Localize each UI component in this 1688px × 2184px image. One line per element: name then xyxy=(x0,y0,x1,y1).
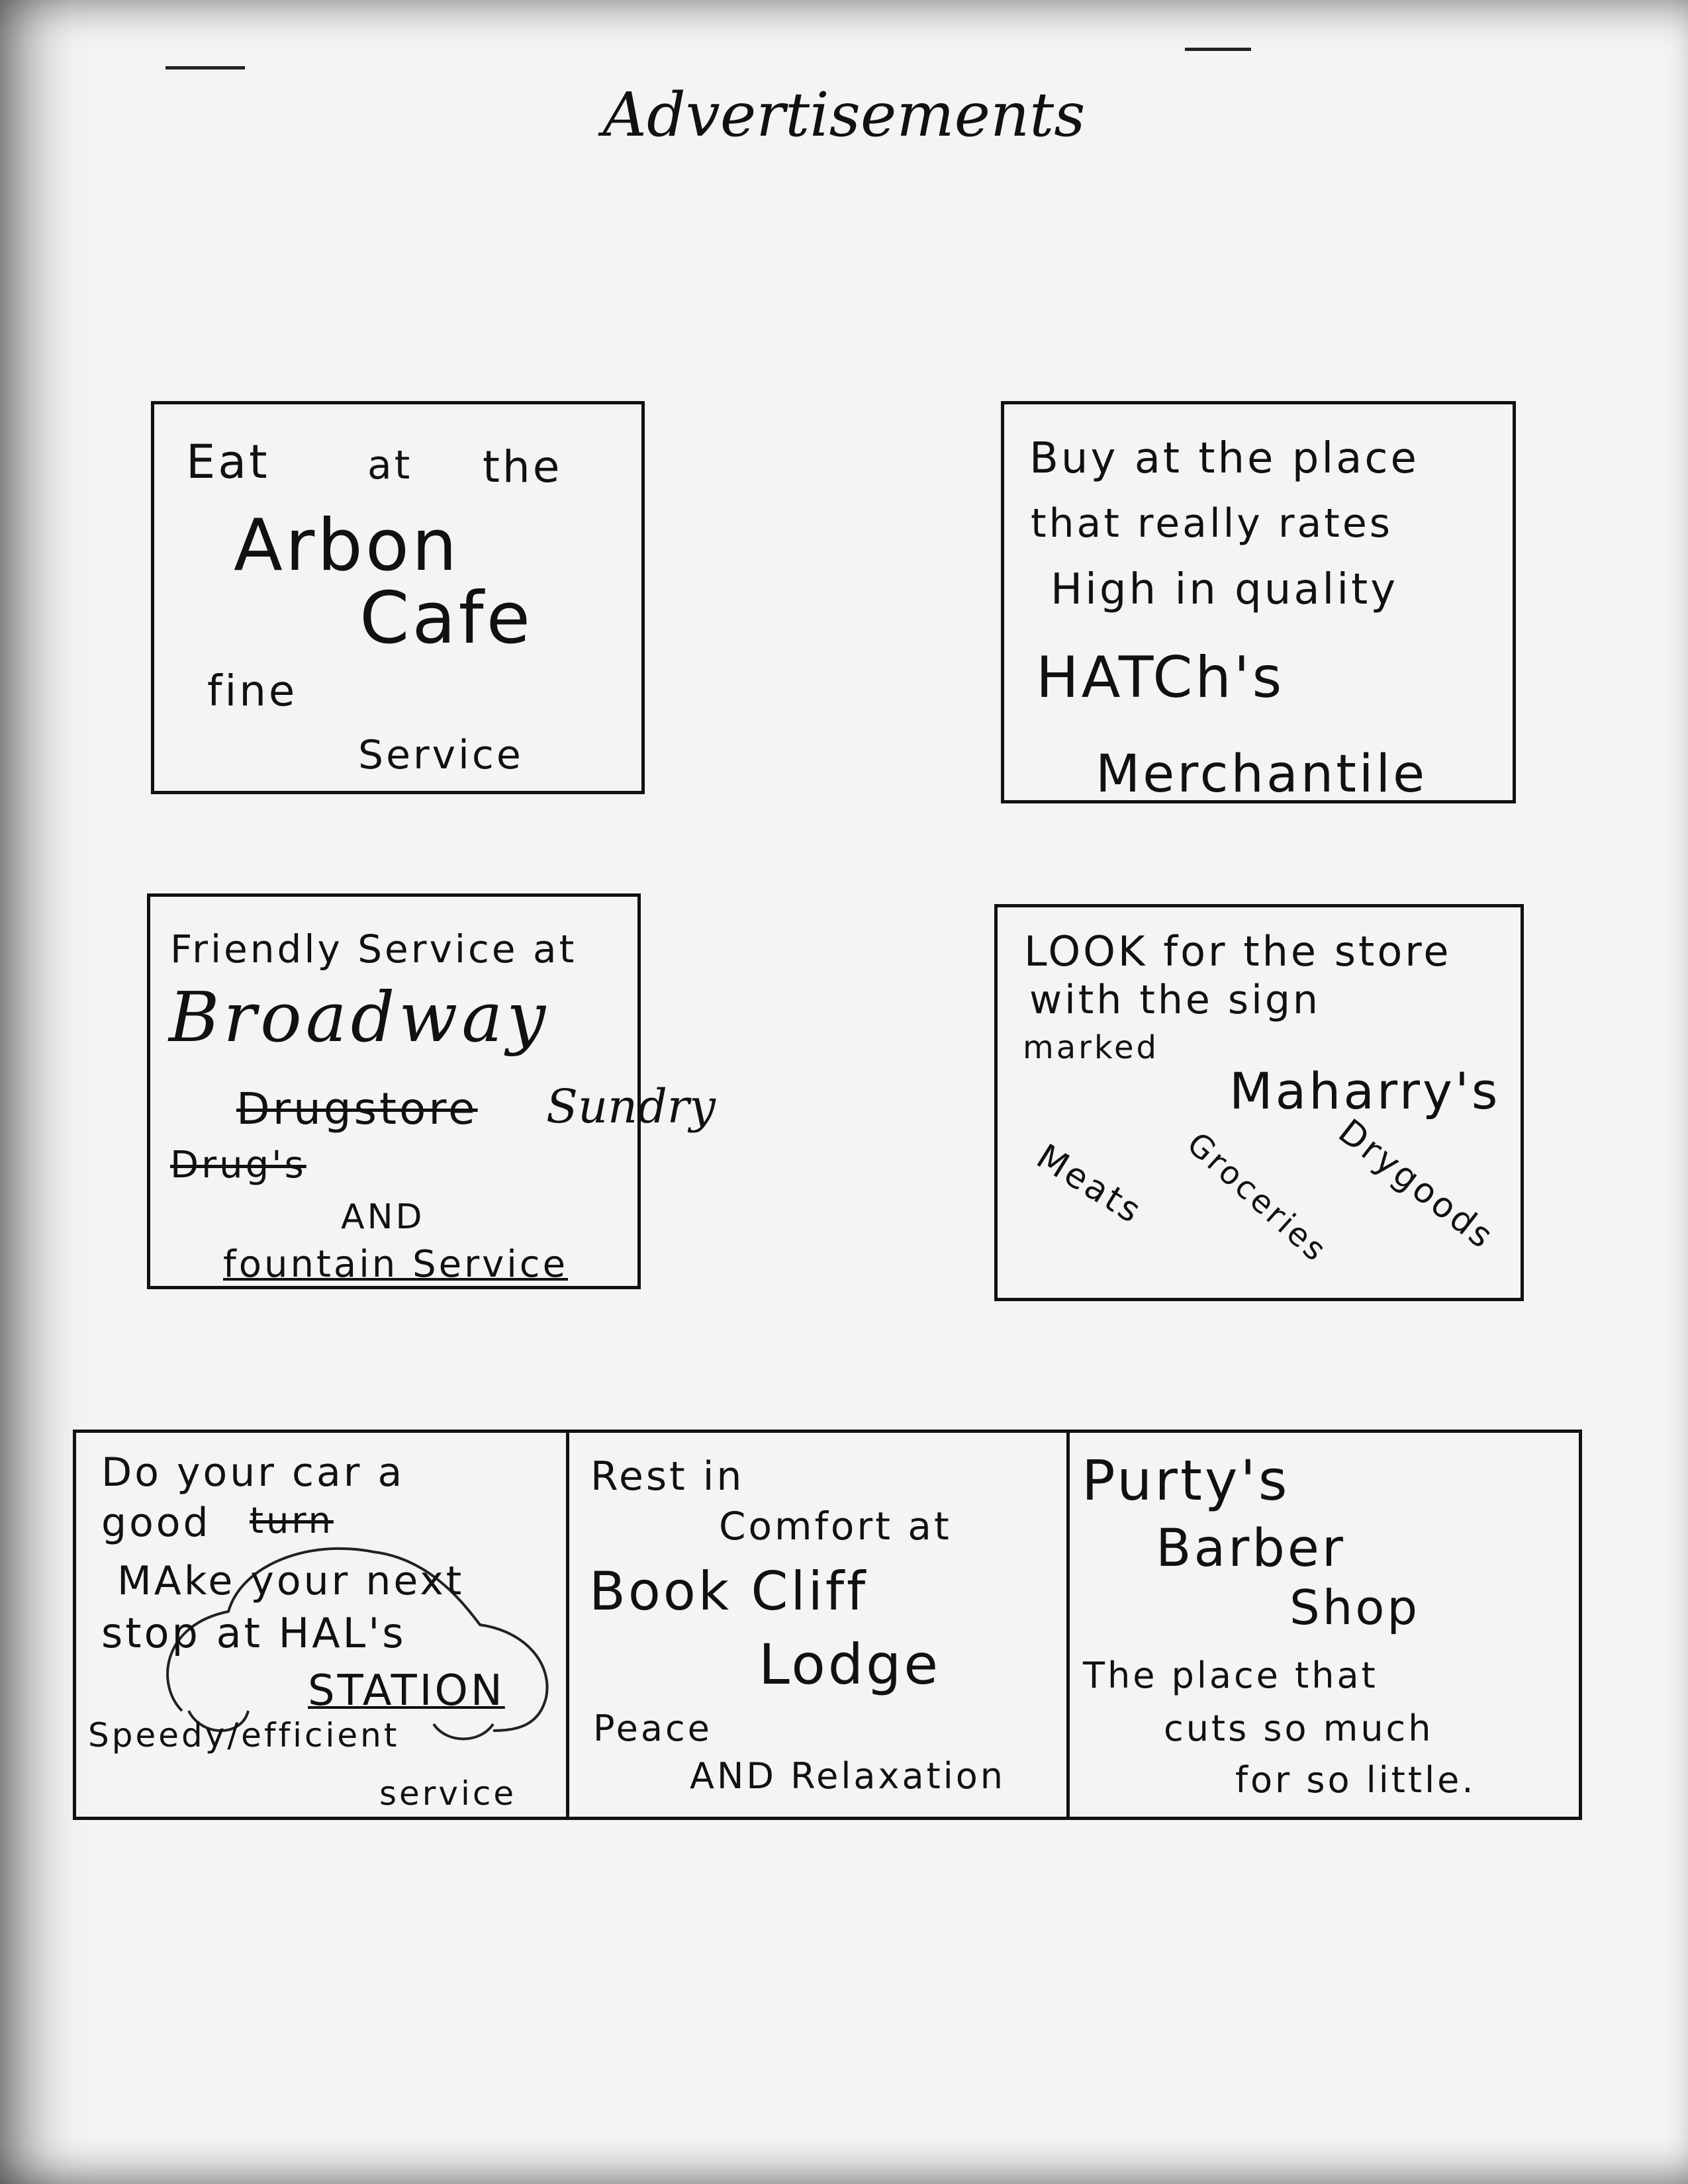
ad-book-cliff-lodge xyxy=(569,1433,1066,1817)
ad-text: Meats xyxy=(1029,1136,1150,1232)
ad-text: Speedy/efficient xyxy=(88,1716,400,1754)
ad-text: stop at HAL's xyxy=(101,1609,406,1657)
ad-maharrys xyxy=(994,904,1524,1301)
ad-text: with the sign xyxy=(1029,977,1321,1023)
ad-text: fountain Service xyxy=(223,1243,569,1286)
ad-text: marked xyxy=(1023,1029,1159,1066)
ad-text: Buy at the place xyxy=(1029,434,1419,483)
ad-hals-station xyxy=(76,1433,566,1817)
ad-text: cuts so much xyxy=(1164,1707,1434,1749)
ad-struck-text: turn xyxy=(250,1500,334,1541)
ad-business-name: Maharry's xyxy=(1229,1062,1501,1120)
ad-text: Eat xyxy=(186,435,270,489)
ad-business-name: Cafe xyxy=(359,577,534,660)
ad-text: Friendly Service at xyxy=(170,927,577,972)
ad-business-name: Arbon xyxy=(234,504,460,587)
ad-text: Groceries xyxy=(1180,1125,1335,1270)
ad-text: for so little. xyxy=(1235,1759,1476,1801)
ad-text: The place that xyxy=(1083,1655,1378,1696)
ad-arbon-cafe xyxy=(151,401,645,794)
ad-struck-text: Drugstore xyxy=(236,1083,478,1134)
corner-mark xyxy=(165,66,245,69)
ad-text: AND xyxy=(341,1197,425,1237)
ad-text: at xyxy=(367,442,413,488)
ad-text: AND Relaxation xyxy=(690,1755,1006,1797)
ad-text: Comfort at xyxy=(719,1504,952,1549)
page-title: Advertisements xyxy=(602,79,1086,150)
ad-hatchs-merchantile xyxy=(1001,401,1516,803)
ad-struck-text: Drug's xyxy=(170,1144,306,1187)
corner-mark xyxy=(1185,48,1251,51)
ad-broadway xyxy=(147,893,716,1289)
ad-inserted-text: Sundry xyxy=(546,1079,716,1134)
ad-text: that really rates xyxy=(1031,500,1393,547)
ad-bottom-row xyxy=(73,1430,1582,1820)
ad-business-name: HATCh's xyxy=(1036,645,1285,711)
ad-business-name: Purty's xyxy=(1082,1448,1290,1513)
ad-text: Service xyxy=(358,732,524,778)
ad-business-name: Barber xyxy=(1156,1519,1346,1578)
ad-text: Do your car a xyxy=(101,1449,405,1496)
ad-text: service xyxy=(379,1774,517,1813)
ad-text: fine xyxy=(207,667,298,716)
ad-text: High in quality xyxy=(1051,565,1399,614)
ad-purtys-barber-shop xyxy=(1070,1433,1579,1817)
ad-business-name: Lodge xyxy=(759,1632,941,1697)
ad-text: good xyxy=(101,1500,211,1546)
ad-text: Peace xyxy=(593,1707,712,1749)
ad-business-name: Shop xyxy=(1289,1580,1421,1635)
ad-text: MAke your next xyxy=(117,1558,465,1604)
ad-text: Rest in xyxy=(590,1453,745,1500)
ad-text: the xyxy=(483,441,563,492)
ad-business-name: Broadway xyxy=(169,977,550,1058)
ad-business-name: STATION xyxy=(308,1666,505,1715)
ad-business-name: Book Cliff xyxy=(589,1561,868,1622)
ad-business-name: Merchantile xyxy=(1096,745,1428,804)
ad-text: Drygoods xyxy=(1331,1111,1502,1258)
ad-text: LOOK for the store xyxy=(1024,927,1452,976)
